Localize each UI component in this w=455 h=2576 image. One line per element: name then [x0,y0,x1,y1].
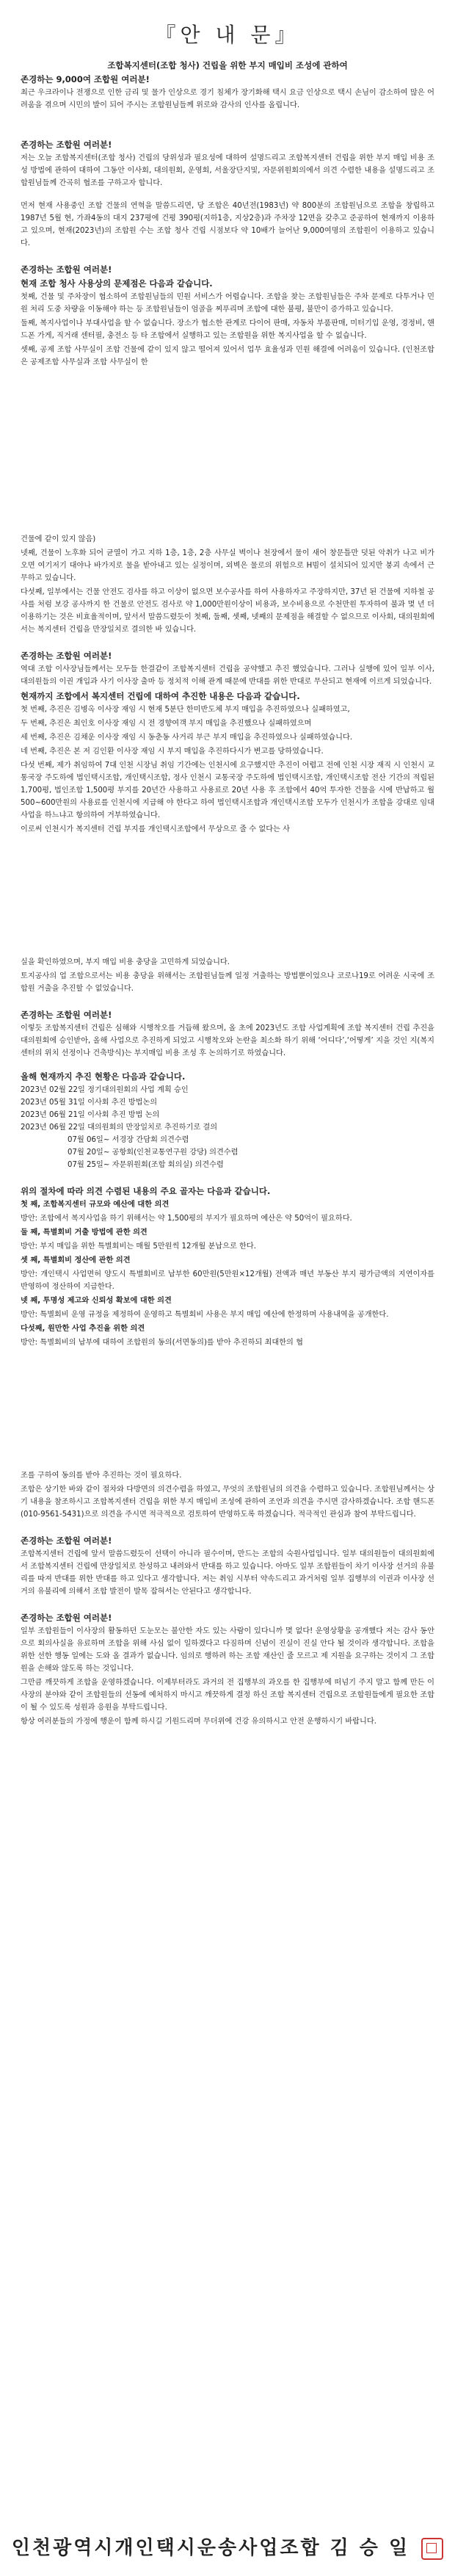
section-necessity [21,1534,434,1598]
seal-stamp-icon [421,2538,443,2560]
section-lead: 위의 절차에 따라 의견 수렴된 내용의 주요 골자는 다음과 같습니다. [21,1186,271,1196]
schedule-subrow: 07월 25일~ 자문위원회(조합 회의실) 의견수렴 [68,1161,224,1169]
schedule-row: 2023년 02월 22일 정기대의원회의 사업 계획 승인 [21,1086,189,1094]
section-funding [21,956,434,995]
paragraph: 먼저 현재 사용중인 조합 건물의 연혁을 말씀드리면, 당 조합은 40년전(1983년) 약 800분의 조합원님으로 조합을 창립하고 1987년 5월 현, 가좌4동의 대지 237평에 건평 390평(지하1층, 지상2층)과 주차장 12면을 갖추고 준공하여 현재까지 이용하고 있으며, 현재(2023년)의 조합원 수는 조합 청사 건립 시점보다 약 10배가 늘어난 9,000여명의 조합원이 이용하고 있습니다. [21,202,434,247]
paragraph: 조합은 상기한 바와 같이 절차와 다방면의 의견수렴을 하였고, 무엇의 조합원님의 의견을 수렴하고 있습니다. 조합원님께서는 상기 내용을 참조하시고 조합복지센터 건립을 위한 부지 매입비 조성에 관하여 조언과 의견을 주시면 감사하겠습니다. 조합 핸드폰(010-9561-5431)으로 의견을 주시면 적극적으로 검토하여 반영하도록 하겠습니다. 적극적인 관심과 참여 부탁드립니다. [21,1486,434,1519]
paragraph: 건물에 같이 있지 않음) [21,535,96,543]
section-lead: 올해 현재까지 추진 현황은 다음과 같습니다. [21,1071,186,1082]
greeting: 존경하는 9,000여 조합원 여러분! [21,74,150,84]
paragraph: 저는 오늘 조합복지센터(조합 청사) 건립의 당위성과 필요성에 대하여 설명드리고 조합복지센터 건립을 위한 부지 매입 비용 조성 방법에 관하여 대하여 그동안 이사회, 대의원회, 운영회, 서울장단지및, 자문위원회의에서 의견 수렴한 내용을 설명드리고 조합원님들께 간곡히 협조를 구하고자 합니다. [21,154,434,187]
section-progress [21,1070,434,1171]
schedule-row: 2023년 06월 22일 대의원회의 만장일치로 추진하기로 결의 [21,1124,218,1132]
paragraph: 역대 조합 이사장님들께서는 모두들 한결같이 조합복지센터 건립을 공약했고 추진 했었습니다. 그러나 실행에 있어 일부 이사, 대의원들의 이권 개입과 사기 이사장 출마 등 정치적 이해 관계 때문에 반대를 위한 반대로 무산되고 현재에 이르게 되었습니다. [21,665,434,686]
section-lead: 현재까지 조합에서 복지센터 건립에 대하여 추진한 내용은 다음과 같습니다. [21,691,300,701]
opinion-item: 다섯째, 원만한 사업 추진을 위한 의견 [21,1325,145,1333]
section-problems [21,263,434,369]
schedule-list [21,1084,434,1171]
section-history [21,138,434,250]
section-request [21,1469,434,1521]
greeting: 존경하는 조합원 여러분! [21,1535,112,1546]
opinion-item: 넷 째, 투명성 제고와 신뢰성 확보에 대한 의견 [21,1297,172,1305]
problem-item: 둘째, 복지사업이나 부대사업을 할 수 없습니다. 장소가 협소한 관계로 다이어 판매, 자동차 부품판매, 미터기입 운영, 경정비, 핸드폰 가게, 직거래 센터필, 충전소 등 타 조합에서 실행하고 있는 조합원을 위한 복지사업을 할 수 없습니다. [21,319,434,340]
greeting: 존경하는 조합원 여러분! [21,140,112,150]
attempt-item: 다섯 번째, 제가 취임하여 7대 인천 시장님 취임 기간에는 인천시에 요구했지만 추진이 어렵고 전에 인천 시장 재직 시 인천시 교통국장 주도하에 법인택시조합, 개인택시조합, 정사 인천시 교통국장 주도하에 법인택시조합, 개인택시조합 전산 기간의 적립된 1,700평, 법인조합 1,500평 부지를 20년간 사용하고 사용료로 20년 사용 후 조합에서 40억 투자한 건물을 시에 반납하고 월500~600만원의 사용료를 인천시에 지급해 야 한다고 하여 법인택시조합과 개인택시조합 모두가 인천시가 조합을 강대로 임대 사업을 하느냐고 항의하여 거부하였습니다. [21,761,434,820]
paragraph: 실을 확인하였으며, 부지 매입 비용 충당을 고민하게 되었습니다. [21,958,230,966]
paragraph: 일부 조합원들이 이사장의 활동하던 도눈모는 불안한 자도 있는 사람이 있다니까 몇 없다! 운영상황을 공개했다 저는 감사 동안으로 회의사실을 유료하며 조합을 위해 사심 없이 일하겠다고 다짐하며 신념이 진실이 진실 안다 될 것이라 생각합니다. 조합을 위한 선한 행동 일에는 도와 올 결과가 없습니다. 임의로 행하려 하는 조합 재산인 줄 모르고 제 지원을 요구하는 것이지 그 조합원을 손해와 않도록 하는 것입니다. [21,1627,434,1673]
section-lead: 현재 조합 청사 사용상의 문제점은 다음과 같습니다. [21,278,213,289]
opinion-item: 셋 째, 특별회비 정산에 관한 의견 [21,1256,131,1265]
problem-item: 다섯째, 일부에서는 건물 안전도 검사를 하고 이상이 없으면 보수공사를 하여 사용하자고 주장하지만, 37년 된 건물에 지하철 공사를 처럼 보강 공사까지 한 건물로 안전도 검사로 약 1,000만원이상이 비용과, 보수비용으로 수천만원 투자하여 불과 몇 년 더 이용하기는 것은 비효율적이며, 앞서서 말씀드렸듯이 첫째, 둘째, 셋째, 넷째의 문제점을 해결할 수 없으므로 이사회, 대의원회에서는 복지센터 건립을 만장일치로 결의한 바 있습니다. [21,588,434,634]
schedule-subrow: 07월 06일~ 서경장 간담회 의견수렴 [68,1136,189,1144]
attempt-item: 첫 번째, 추진은 김병옥 이사장 재임 시 현재 5분단 한미반도체 부지 매입을 추진하였으나 실패하였고, [21,706,350,714]
paragraph: 그만큼 깨끗하게 조합을 운영하겠습니다. 이제부터라도 과거의 전 집행부의 과오를 한 집행부에 떠넘기 주지 말고 함께 만든 이사장의 분야와 같이 조합원들의 선동에 예처하지 마시고 깨끗하게 결정 하신 조합 복지센터 건립으로 조합원들에게 필요한 조합이 될 수 있도록 성원과 응원을 부탁드립니다. [21,1679,434,1712]
paragraph: 토지공사의 업 조합으로서는 비용 충당을 위해서는 조합원님들께 일정 거출하는 방법뿐이었으나 코로나19로 어려운 시국에 조합원 거출을 추진할 수 없었습니다. [21,972,434,993]
page-break-space [21,1359,434,1469]
schedule-row: 2023년 05월 31일 이사회 추진 방법논의 [21,1099,158,1107]
section-opinions [21,1184,434,1349]
paragraph: 최근 우크라이나 전쟁으로 인한 금리 및 물가 인상으로 경기 침체가 장기화해 택시 요금 인상으로 택시 손님이 감소하여 많은 어려움을 겪으며 시민의 발이 되어 주시는 조합원님들께 위로와 감사의 인사를 올립니다. [21,89,434,109]
notice-heading: 조합복지센터(조합 청사) 건립을 위한 부지 매입비 조성에 관하여 [107,60,348,70]
section-problems-cont [21,533,434,636]
problem-item: 넷째, 건물이 노후화 되어 균열이 가고 지하 1층, 1층, 2층 사무실 벽이나 천장에서 물이 새어 창문틀만 덧된 악취가 나고 비가 오면 여기저기 대야나 바가지로 물을 받아내고 있는 실정이며, 외벽은 물로의 위험으로 H빔이 설치되어 있지만 붕괴 속에서 근무하고 있습니다. [21,549,434,582]
section-intro [21,51,434,112]
schedule-row: 2023년 06월 21일 이사회 추진 방법 논의 [21,1111,160,1119]
greeting: 존경하는 조합원 여러분! [21,651,112,661]
attempt-item: 세 번째, 추진은 김채운 이사장 재임 시 동춘동 사거리 부근 부지 매입을 추진하였으나 실패하였습니다. [21,734,353,742]
opinion-plan: 방안: 개인택시 사업면허 양도시 특별회비로 납부한 60만원(5만원×12개월) 전액과 매년 부동산 부지 평가금액의 지연이자를 반영하여 정산하여 지급한다. [21,1270,434,1291]
section-closing [21,1611,434,1728]
schedule-subrow: 07월 20일~ 공항회(인천교통연구원 강당) 의견수렴 [68,1148,239,1157]
paragraph: 이로써 인천시가 복지센터 건립 부지를 개인택시조합에서 무상으로 줄 수 없다는 사 [21,825,290,833]
attempt-item: 네 번째, 추진은 본 저 김인환 이사장 재임 시 부지 매입을 추진하다시가 변고를 당하였습니다. [21,748,324,756]
section-past-attempts [21,649,434,836]
paragraph: 조합복지센터 건립에 앞서 말씀드렸듯이 선택이 아니라 필수이며, 만드는 조합의 숙원사업입니다. 일부 대의원들이 대의원회에서 조합복지센터 건립에 만장일치로 찬성하고 내려와서 반대를 하고 있습니다. 아마도 일부 조합원들이 차기 이사장 선거의 유불리를 따져 반대를 위한 반대를 하고 있다고 생각합니다. 저는 취임 시부터 약속드리고 과거처럼 일부 집행부의 이권과 이사장 선거의 유불리에 의해서 조합 발전이 발목 잡혀서는 안된다고 생각합니다. [21,1550,434,1596]
problem-item: 첫째, 건물 및 주차장이 협소하여 조합원님들의 민원 서비스가 어렵습니다. 조합을 찾는 조합원님들은 주차 문제로 다투거나 민원 처리 도중 차량을 이동해야 하는 등 조합원님들이 엄골을 찌푸리며 조합에 대한 불평, 불만이 증가하고 있습니다. [21,293,434,314]
signature-text: 인천광역시개인택시운송사업조합 김 승 일 [11,2537,410,2559]
page-break-space [21,846,434,956]
opinion-item: 둘 째, 특별회비 거출 방법에 관한 의견 [21,1229,148,1237]
paragraph: 조를 구하여 동의를 받아 추진하는 것이 필요하다. [21,1472,182,1480]
section-plan [21,1008,434,1060]
opinion-plan: 방안: 특별회비 운영 규정을 제정하여 운영하고 특별회비 사용은 부지 매입 예산에 한정하며 사용내역을 공개한다. [21,1311,389,1319]
paragraph: 항상 여러분들의 가정에 행운이 함께 하시길 기원드리며 무더위에 건강 유의하시고 안전 운행하시기 바랍니다. [21,1718,376,1726]
problem-item: 셋째, 공제 조합 사무실이 조합 건물에 같이 있지 않고 떨어져 있어서 업무 효율성과 민원 해결에 어려움이 있습니다. (인천조합은 공제조합 사무실과 조합 사무실이 한 [21,346,434,366]
opinion-plan: 방안: 특별회비의 납부에 대하여 조합원의 동의(서면동의)를 받아 추진하되 최대한의 협 [21,1339,303,1347]
attempt-item: 두 번째, 추진은 최인호 이사장 재임 시 전 경향여객 부지 매입을 추진했으나 실패하였으며 [21,720,312,728]
greeting: 존경하는 조합원 여러분! [21,264,112,275]
greeting: 존경하는 조합원 여러분! [21,1010,112,1020]
greeting: 존경하는 조합원 여러분! [21,1613,112,1623]
page-break-space [21,379,434,533]
signature-block [0,2533,455,2560]
page-title: 『안 내 문』 [155,23,300,47]
paragraph: 이렇듯 조합복지센터 건립은 심해와 시행착오를 거듭해 왔으며, 올 초에 2023년도 조합 사업계획에 조합 복지센터 건립 추진을 대의원회에 승인받아, 올해 사업으로 추진하게 되었고 시행착오와 논란을 최소화 하기 위해 ‘어디다’,‘어떻게’ 지을 것인 지(복지센터의 위치 선정이나 건축방식)는 부지매입 비용 조성 후 논의하기로 하였습니다. [21,1024,434,1057]
opinion-plan: 방안: 부지 매입을 위한 특별회비는 매월 5만원씩 12개월 분납으로 한다. [21,1242,256,1251]
opinion-item: 첫 째, 조합복지센터 규모와 예산에 대한 의견 [21,1201,170,1209]
opinion-plan: 방안: 조합에서 복지사업을 하기 위해서는 약 1,500평의 부지가 필요하며 예산은 약 50억이 필요하다. [21,1215,352,1223]
